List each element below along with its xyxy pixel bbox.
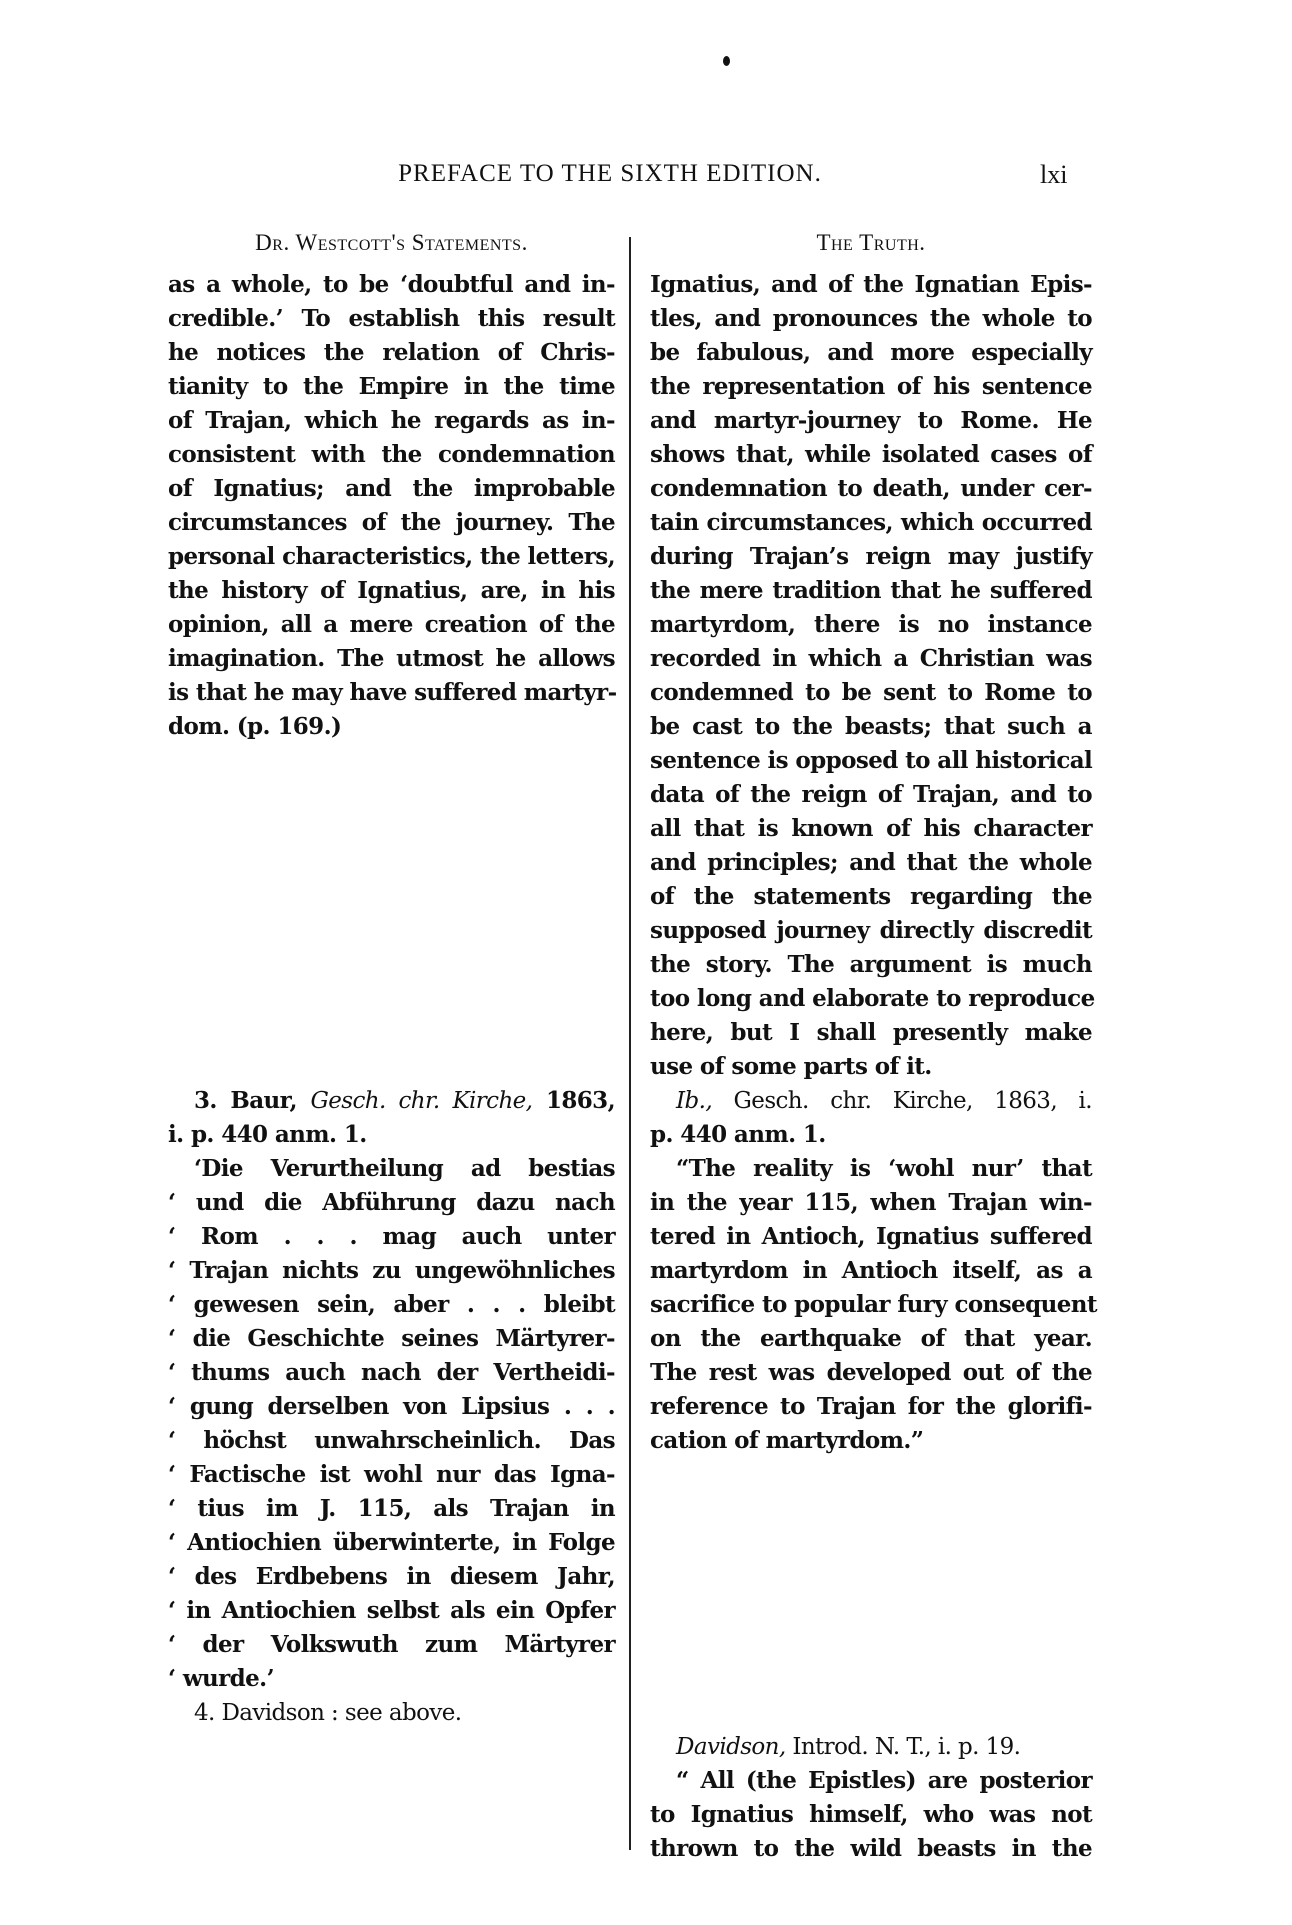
text-line: during Trajan’s reign may justify [650, 543, 1092, 570]
text-line: personal characteristics, the letters, [168, 543, 616, 570]
note-3-title: Gesch. chr. Kirche, [310, 1088, 533, 1114]
quote-line: “The reality is ‘wohl nur’ that [676, 1155, 1092, 1182]
text-line: of the statements regarding the [650, 883, 1092, 910]
text-line: tain circumstances, which occurred [650, 509, 1092, 536]
text-line: condemnation to death, under cer- [650, 475, 1092, 502]
note-3-author: Baur, [230, 1087, 297, 1114]
right-ib-note [650, 1084, 1097, 1458]
text-line: all that is known of his character [650, 815, 1092, 842]
text-line: imagination. The utmost he allows [168, 645, 615, 672]
printer-mark-dot [723, 56, 730, 66]
text-line: dom. (p. 169.) [168, 713, 342, 740]
text-line: shows that, while isolated cases of [650, 441, 1092, 468]
quote-line: ‘ höchst unwahrscheinlich. Das [168, 1427, 615, 1454]
text-line: the mere tradition that he suffered [650, 577, 1092, 604]
text-line: use of some parts of it. [650, 1053, 932, 1080]
text-line: consistent with the condemnation [168, 441, 615, 468]
text-line: of Ignatius; and the improbable [168, 475, 615, 502]
page-number: lxi [1040, 160, 1068, 189]
text-line: is that he may have suffered martyr- [168, 679, 617, 706]
quote-line: ‘ Trajan nichts zu ungewöhnliches [168, 1257, 615, 1284]
text-line: here, but I shall presently make [650, 1019, 1092, 1046]
text-line: too long and elaborate to reproduce [650, 985, 1095, 1012]
quote-line: ‘Die Verurtheilung ad bestias [194, 1155, 615, 1182]
note-3-number: 3. [194, 1087, 217, 1114]
text-line: martyrdom, there is no instance [650, 611, 1092, 638]
quote-line: thrown to the wild beasts in the [650, 1835, 1092, 1862]
quote-line: reference to Trajan for the glorifi- [650, 1393, 1092, 1420]
text-line: condemned to be sent to Rome to [650, 679, 1092, 706]
right-paragraph-1 [650, 268, 1095, 1084]
davidson-quote [650, 1764, 1092, 1866]
quote-line: ‘ der Volkswuth zum Märtyrer [168, 1631, 615, 1658]
quote-line: ‘ Antiochien überwinterte, in Folge [168, 1529, 615, 1556]
davidson-citation [650, 1730, 1092, 1764]
quote-line: martyrdom in Antioch itself, as a [650, 1257, 1092, 1284]
quote-line: ‘ die Geschichte seines Märtyrer- [168, 1325, 615, 1352]
quote-line: in the year 115, when Trajan win- [650, 1189, 1092, 1216]
left-paragraph-1 [168, 268, 615, 744]
left-column [168, 268, 615, 744]
text-line: as a whole, to be ‘doubtful and in- [168, 271, 615, 298]
left-column-heading: Dr. Westcott's Statements. [255, 230, 528, 255]
text-line: be cast to the beasts; that such a [650, 713, 1092, 740]
text-line: circumstances of the journey. The [168, 509, 615, 536]
quote-line: ‘ gewesen sein, aber . . . bleibt [168, 1291, 615, 1318]
note-3-citation [168, 1084, 615, 1118]
text-line: credible.’ To establish this result [168, 305, 615, 332]
text-line: he notices the relation of Chris- [168, 339, 615, 366]
note-3-quote [168, 1152, 615, 1696]
quote-line: ‘ in Antiochien selbst als ein Opfer [168, 1597, 615, 1624]
quote-line: cation of martyrdom.” [650, 1427, 924, 1454]
note-4: 4. Davidson : see above. [194, 1700, 462, 1726]
ib-reference: p. 440 anm. 1. [650, 1121, 826, 1148]
quote-line: ‘ gung derselben von Lipsius . . . [168, 1393, 615, 1420]
quote-line: ‘ tius im J. 115, als Trajan in [168, 1495, 615, 1522]
text-line: the representation of his sentence [650, 373, 1092, 400]
quote-line: ‘ Factische ist wohl nur das Igna- [168, 1461, 615, 1488]
quote-line: ‘ Rom . . . mag auch unter [168, 1223, 615, 1250]
text-line: tianity to the Empire in the time [168, 373, 615, 400]
text-line: the story. The argument is much [650, 951, 1092, 978]
text-line: Ignatius, and of the Ignatian Epis- [650, 271, 1092, 298]
text-line: the history of Ignatius, are, in his [168, 577, 615, 604]
right-column [650, 268, 1095, 1084]
quote-line: ‘ thums auch nach der Vertheidi- [168, 1359, 615, 1386]
quote-line: The rest was developed out of the [650, 1359, 1092, 1386]
text-line: data of the reign of Trajan, and to [650, 781, 1092, 808]
text-line: and martyr-journey to Rome. He [650, 407, 1092, 434]
davidson-name: Davidson, [676, 1734, 786, 1760]
ib-citation-text: Gesch. chr. Kirche, 1863, i. [733, 1088, 1093, 1114]
right-column-heading: The Truth. [816, 230, 926, 255]
ib-citation [650, 1084, 1092, 1118]
text-line: of Trajan, which he regards as in- [168, 407, 615, 434]
quote-line: “ All (the Epistles) are posterior [676, 1767, 1092, 1794]
quote-line: sacrifice to popular fury consequent [650, 1291, 1097, 1318]
text-line: and principles; and that the whole [650, 849, 1092, 876]
left-note-3 [168, 1084, 615, 1730]
text-line: opinion, all a mere creation of the [168, 611, 615, 638]
quote-line: tered in Antioch, Ignatius suffered [650, 1223, 1092, 1250]
quote-line: ‘ wurde.’ [168, 1665, 274, 1692]
quote-line: on the earthquake of that year. [650, 1325, 1092, 1352]
text-line: recorded in which a Christian was [650, 645, 1092, 672]
text-line: be fabulous, and more especially [650, 339, 1092, 366]
running-head: PREFACE TO THE SIXTH EDITION. [398, 160, 822, 187]
column-divider [629, 237, 631, 1850]
text-line: supposed journey directly discredit [650, 917, 1092, 944]
text-line: tles, and pronounces the whole to [650, 305, 1092, 332]
text-line: sentence is opposed to all historical [650, 747, 1093, 774]
davidson-citation-text: Introd. N. T., i. p. 19. [792, 1734, 1021, 1760]
right-davidson-note [650, 1730, 1092, 1866]
ib-abbreviation: Ib., [676, 1088, 713, 1114]
note-3-year: 1863, [545, 1087, 615, 1114]
ib-quote [650, 1152, 1097, 1458]
quote-line: ‘ und die Abführung dazu nach [168, 1189, 615, 1216]
quote-line: to Ignatius himself, who was not [650, 1801, 1092, 1828]
note-3-reference: i. p. 440 anm. 1. [168, 1121, 367, 1148]
quote-line: ‘ des Erdbebens in diesem Jahr, [168, 1563, 615, 1590]
